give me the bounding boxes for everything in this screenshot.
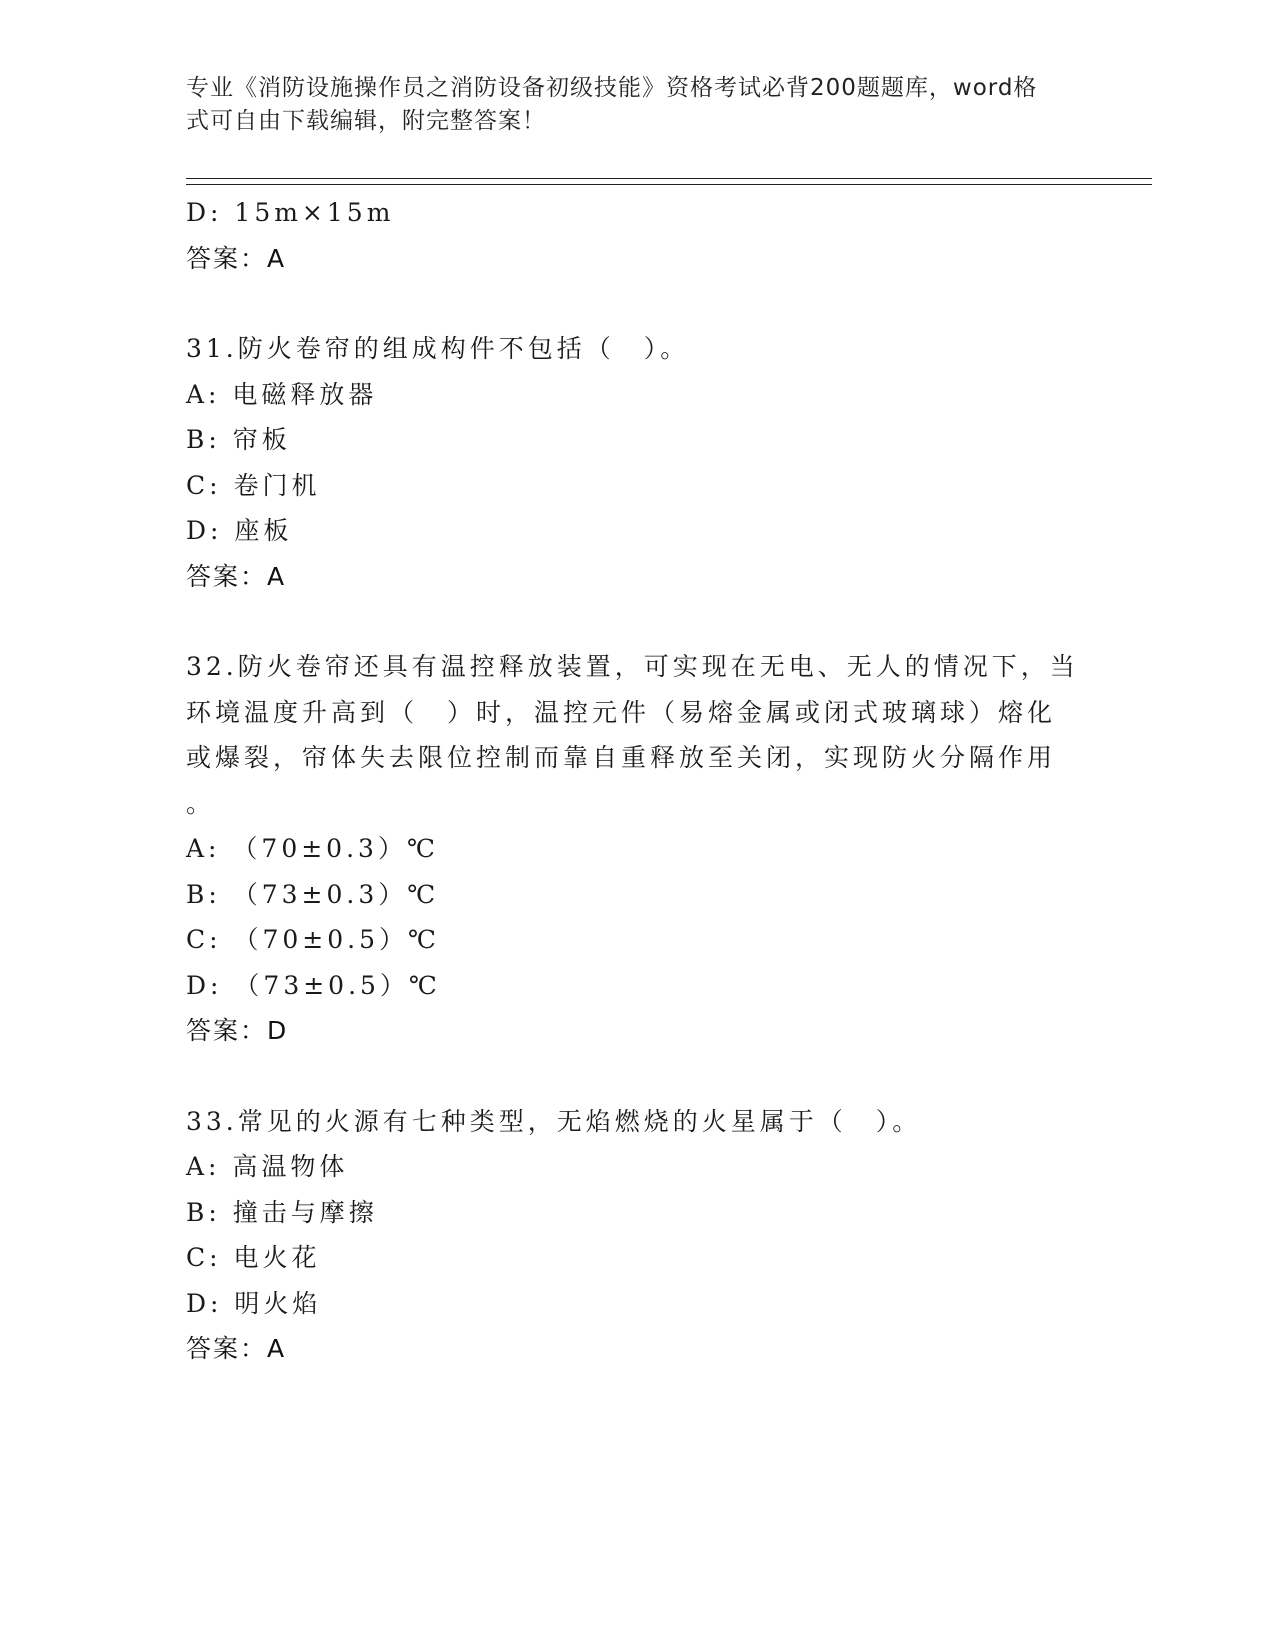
question-33-option-c: C: 电火花 bbox=[186, 1243, 321, 1272]
question-31-option-d: D: 座板 bbox=[186, 516, 293, 545]
question-31-stem: 31.防火卷帘的组成构件不包括（ ）。 bbox=[186, 334, 690, 363]
question-33-option-a: A: 高温物体 bbox=[186, 1152, 349, 1181]
spacer bbox=[186, 281, 1086, 326]
question-33-option-b: B: 撞击与摩擦 bbox=[186, 1197, 378, 1227]
header-title-line-2: 式可自由下载编辑，附完整答案！ bbox=[186, 108, 546, 134]
question-31-answer: 答案：A bbox=[186, 561, 287, 591]
question-33-option-d: D: 明火焰 bbox=[186, 1288, 322, 1318]
question-32-option-b: B: （73±0.3）℃ bbox=[186, 879, 440, 909]
question-32-stem-line-2: 环境温度升高到（ ）时，温控元件（易熔金属或闭式玻璃球）熔化 bbox=[186, 697, 1057, 727]
prev-option-d: D: 15m×15m bbox=[186, 198, 395, 227]
question-32-answer: 答案：D bbox=[186, 1016, 289, 1045]
question-31-option-b: B: 帘板 bbox=[186, 425, 291, 454]
document-header bbox=[186, 72, 1066, 138]
spacer bbox=[186, 1054, 1086, 1099]
question-31-option-a: A: 电磁释放器 bbox=[186, 379, 378, 409]
question-32-option-a: A: （70±0.3）℃ bbox=[186, 834, 439, 863]
document-body bbox=[186, 190, 1086, 1372]
prev-answer: 答案：A bbox=[186, 243, 287, 273]
header-divider bbox=[186, 178, 1152, 185]
question-32-option-d: D: （73±0.5）℃ bbox=[186, 970, 441, 1000]
question-33-answer: 答案：A bbox=[186, 1334, 287, 1363]
header-title-line-1: 专业《消防设施操作员之消防设备初级技能》资格考试必背200题题库，word格 bbox=[186, 75, 1038, 101]
question-32-stem-line-1: 32.防火卷帘还具有温控释放装置，可实现在无电、无人的情况下，当 bbox=[186, 652, 1079, 681]
question-32-option-c: C: （70±0.5）℃ bbox=[186, 925, 440, 954]
question-33-stem: 33.常见的火源有七种类型，无焰燃烧的火星属于（ ）。 bbox=[186, 1106, 922, 1136]
question-32-stem-line-3: 或爆裂，帘体失去限位控制而靠自重释放至关闭，实现防火分隔作用 bbox=[186, 743, 1057, 772]
spacer bbox=[186, 599, 1086, 644]
question-31-option-c: C: 卷门机 bbox=[186, 470, 321, 500]
question-32-stem-line-4: 。 bbox=[186, 788, 216, 818]
